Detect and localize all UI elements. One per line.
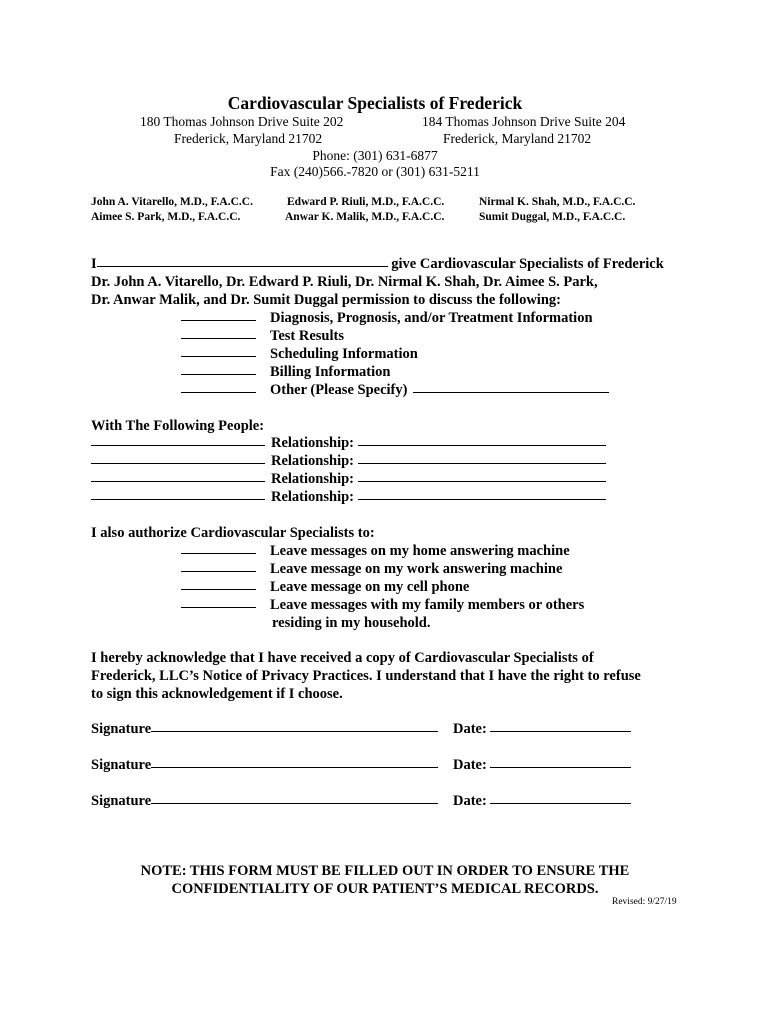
signature-row (91, 721, 438, 738)
relationship-field[interactable] (358, 462, 606, 464)
authorize-option (181, 597, 584, 614)
consent-option-checkbox-field[interactable] (181, 391, 256, 393)
doctor-name: Anwar K. Malik, M.D., F.A.C.C. (285, 211, 445, 223)
consent-option-checkbox-field[interactable] (181, 319, 256, 321)
consent-option (181, 382, 609, 399)
authorize-option-label: Leave messages on my home answering machine (270, 543, 570, 559)
other-specify-field[interactable] (413, 391, 609, 393)
consent-option-label: Test Results (270, 328, 344, 344)
authorize-option-checkbox-field[interactable] (181, 570, 256, 572)
consent-prefix: I (91, 256, 97, 272)
doctor-name: Aimee S. Park, M.D., F.A.C.C. (91, 211, 241, 223)
authorize-option (181, 561, 562, 578)
signature-field[interactable] (151, 730, 438, 732)
revised-date: Revised: 9/27/19 (612, 897, 677, 907)
consent-option-checkbox-field[interactable] (181, 337, 256, 339)
page-title: Cardiovascular Specialists of Frederick (227, 93, 523, 113)
address-right-line2: Frederick, Maryland 21702 (443, 131, 592, 146)
person-name-field[interactable] (91, 498, 265, 500)
signature-label: Signature (91, 721, 152, 737)
date-field[interactable] (490, 802, 631, 804)
signature-field[interactable] (151, 766, 438, 768)
authorize-option-checkbox-field[interactable] (181, 552, 256, 554)
date-field[interactable] (490, 730, 631, 732)
acknowledge-line2: Frederick, LLC’s Notice of Privacy Practices. I understand that I have the right to refuse (91, 668, 641, 684)
date-label: Date: (453, 793, 487, 809)
signature-row (91, 793, 438, 810)
doctor-name: Sumit Duggal, M.D., F.A.C.C. (479, 211, 626, 223)
authorize-option-continued: residing in my household. (272, 615, 431, 631)
consent-give-text: give Cardiovascular Specialists of Frederick (391, 256, 664, 272)
signature-label: Signature (91, 793, 152, 809)
people-heading: With The Following People: (91, 418, 265, 434)
phone-line: Phone: (301) 631-6877 (312, 148, 438, 163)
doctor-name: Edward P. Riuli, M.D., F.A.C.C. (287, 196, 445, 208)
signature-field[interactable] (151, 802, 438, 804)
consent-option-checkbox-field[interactable] (181, 355, 256, 357)
address-left-line1: 180 Thomas Johnson Drive Suite 202 (140, 114, 344, 129)
authorize-option-label: Leave messages with my family members or others (270, 597, 585, 613)
address-left-line2: Frederick, Maryland 21702 (174, 131, 323, 146)
date-field[interactable] (490, 766, 631, 768)
person-row (91, 471, 606, 488)
date-label: Date: (453, 757, 487, 773)
relationship-label: Relationship: (271, 453, 354, 469)
consent-option-checkbox-field[interactable] (181, 373, 256, 375)
acknowledge-line1: I hereby acknowledge that I have received a copy of Cardiovascular Specialists of (91, 650, 594, 666)
signature-label: Signature (91, 757, 152, 773)
person-name-field[interactable] (91, 480, 265, 482)
person-name-field[interactable] (91, 462, 265, 464)
consent-option (181, 328, 344, 345)
signature-row (91, 757, 438, 774)
authorize-option-checkbox-field[interactable] (181, 588, 256, 590)
doctor-name: John A. Vitarello, M.D., F.A.C.C. (91, 196, 253, 208)
relationship-label: Relationship: (271, 489, 354, 505)
address-right-line1: 184 Thomas Johnson Drive Suite 204 (422, 114, 626, 129)
note-line2: CONFIDENTIALITY OF OUR PATIENT’S MEDICAL RECORDS. (171, 881, 599, 897)
person-row (91, 435, 606, 452)
consent-option (181, 346, 418, 363)
relationship-field[interactable] (358, 480, 606, 482)
relationship-field[interactable] (358, 498, 606, 500)
consent-line3: Dr. Anwar Malik, and Dr. Sumit Duggal permission to discuss the following: (91, 292, 561, 308)
note-line1: NOTE: THIS FORM MUST BE FILLED OUT IN ORDER TO ENSURE THE (140, 863, 630, 879)
relationship-label: Relationship: (271, 471, 354, 487)
patient-name-field[interactable] (97, 265, 388, 267)
relationship-label: Relationship: (271, 435, 354, 451)
consent-option-label: Billing Information (270, 364, 391, 380)
person-row (91, 489, 606, 506)
consent-option-label: Other (Please Specify) (270, 382, 408, 398)
consent-line1 (91, 256, 664, 273)
consent-option-label: Diagnosis, Prognosis, and/or Treatment Information (270, 310, 593, 326)
date-row (453, 757, 631, 774)
consent-option (181, 364, 390, 381)
acknowledge-line3: to sign this acknowledgement if I choose. (91, 686, 343, 702)
authorize-option (181, 543, 570, 560)
authorize-heading: I also authorize Cardiovascular Specialists to: (91, 525, 375, 541)
person-row (91, 453, 606, 470)
consent-option (181, 310, 593, 327)
date-label: Date: (453, 721, 487, 737)
fax-line: Fax (240)566.-7820 or (301) 631-5211 (270, 164, 480, 179)
consent-option-label: Scheduling Information (270, 346, 418, 362)
person-name-field[interactable] (91, 444, 265, 446)
authorize-option-checkbox-field[interactable] (181, 606, 256, 608)
date-row (453, 721, 631, 738)
date-row (453, 793, 631, 810)
relationship-field[interactable] (358, 444, 606, 446)
authorize-option-label: Leave message on my cell phone (270, 579, 470, 595)
consent-line2: Dr. John A. Vitarello, Dr. Edward P. Riuli, Dr. Nirmal K. Shah, Dr. Aimee S. Park, (91, 274, 598, 290)
authorize-option-label: Leave message on my work answering machine (270, 561, 563, 577)
doctor-name: Nirmal K. Shah, M.D., F.A.C.C. (479, 196, 636, 208)
authorize-option (181, 579, 469, 596)
